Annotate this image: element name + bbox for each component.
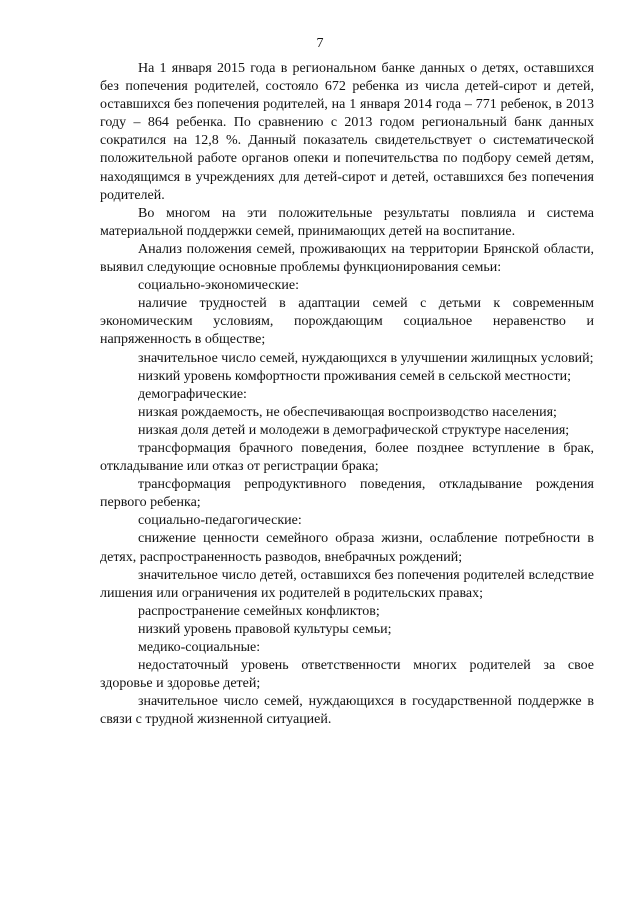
list-item: низкий уровень комфортности проживания семей в сельской местности; bbox=[138, 368, 571, 384]
list-item: трансформация репродуктивного поведения, откладывание рождения первого ребенка; bbox=[100, 477, 594, 511]
list-item: значительное число детей, оставшихся без попечения родителей вследствие лишения или ограничения их родителей в родительских правах; bbox=[100, 567, 594, 601]
list-item: значительное число семей, нуждающихся в улучшении жилищных условий; bbox=[138, 350, 594, 366]
paragraph-analysis-intro: Анализ положения семей, проживающих на территории Брянской области, выявил следующие основные проблемы функционирования семьи: bbox=[100, 241, 594, 276]
list-item: снижение ценности семейного образа жизни, ослабление потребности в детях, распространенность разводов, внебрачных рождений; bbox=[100, 531, 594, 565]
list-item: низкий уровень правовой культуры семьи; bbox=[138, 621, 392, 637]
list-item: низкая рождаемость, не обеспечивающая воспроизводство населения; bbox=[138, 404, 557, 420]
list-item: распространение семейных конфликтов; bbox=[138, 603, 380, 619]
heading-socio-pedagogical: социально-педагогические: bbox=[138, 513, 302, 529]
list-item: низкая доля детей и молодежи в демографической структуре населения; bbox=[138, 422, 570, 438]
paragraph-regional-data-bank: На 1 января 2015 года в региональном банке данных о детях, оставшихся без попечения родителей, состояло 672 ребенка из числа детей-сирот и детей, оставшихся без попечения родителей, на 1 января 2014 года – 771 ребенок, в 2013 году – 864 ребенка. По сравнению с 2013 годом региональный банк данных сократился на 12,8 %. Данный показатель свидетельствует о систематической положительной работе органов опеки и попечительства по подбору семей детям, находящимся в учреждениях для детей-сирот и детей, оставшихся без попечения родителей. bbox=[100, 61, 594, 203]
heading-socio-economic: социально-экономические: bbox=[138, 278, 299, 294]
page-number: 7 bbox=[316, 36, 324, 51]
document-body bbox=[100, 60, 594, 729]
paragraph-material-support: Во многом на эти положительные результаты повлияла и система материальной поддержки семей, принимающих детей на воспитание. bbox=[100, 205, 594, 239]
heading-medico-social: медико-социальные: bbox=[138, 640, 261, 655]
heading-demographic: демографические: bbox=[138, 386, 247, 402]
list-item: трансформация брачного поведения, более позднее вступление в брак, откладывание или отказ от регистрации брака; bbox=[100, 440, 594, 475]
list-item: наличие трудностей в адаптации семей с детьми к современным экономическим условиям, порождающим социальное неравенство и напряженность в обществе; bbox=[100, 296, 594, 348]
list-item: недостаточный уровень ответственности многих родителей за свое здоровье и здоровье детей; bbox=[100, 658, 594, 692]
list-item: значительное число семей, нуждающихся в государственной поддержке в связи с трудной жизненной ситуацией. bbox=[100, 694, 594, 728]
